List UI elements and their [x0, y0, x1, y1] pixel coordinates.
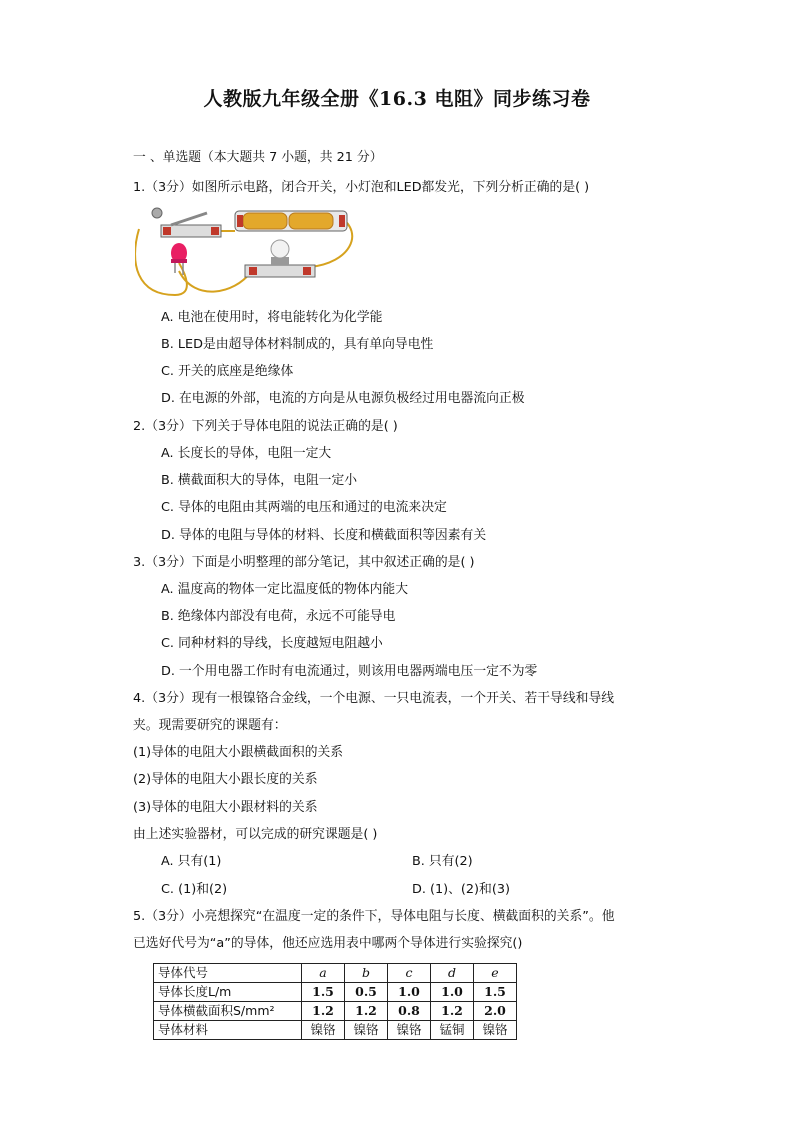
q2-option-a: A. 长度长的导体，电阻一定大: [161, 446, 332, 461]
table-cell: a: [302, 964, 345, 983]
question-2-stem: 2.（3分）下列关于导体电阻的说法正确的是( ): [133, 419, 398, 434]
q3-option-c: C. 同种材料的导线，长度越短电阻越小: [161, 636, 383, 651]
row-label-material: 导体材料: [154, 1021, 302, 1040]
table-cell: c: [388, 964, 431, 983]
switch-icon: [152, 208, 221, 237]
q3-option-b: B. 绝缘体内部没有电荷，永远不可能导电: [161, 609, 396, 624]
q2-option-c: C. 导体的电阻由其两端的电压和通过的电流来决定: [161, 500, 447, 515]
q4-option-d: D. (1)、(2)和(3): [412, 882, 510, 897]
table-row: [154, 964, 517, 983]
table-cell: 0.8: [388, 1002, 431, 1021]
q2-option-b: B. 横截面积大的导体，电阻一定小: [161, 473, 358, 488]
table-cell: 1.2: [302, 1002, 345, 1021]
q1-option-a: A. 电池在使用时，将电能转化为化学能: [161, 310, 383, 325]
question-3-stem: 3.（3分）下面是小明整理的部分笔记，其中叙述正确的是( ): [133, 555, 475, 570]
q4-item-1: (1)导体的电阻大小跟横截面积的关系: [133, 745, 344, 760]
q1-option-d: D. 在电源的外部，电流的方向是从电源负极经过用电器流向正极: [161, 391, 525, 406]
q2-option-d: D. 导体的电阻与导体的材料、长度和横截面积等因素有关: [161, 528, 487, 543]
table-cell: 镍铬: [302, 1021, 345, 1040]
q4-item-2: (2)导体的电阻大小跟长度的关系: [133, 772, 318, 787]
question-5-stem-line-2: 已选好代号为“a”的导体，他还应选用表中哪两个导体进行实验探究(): [133, 936, 523, 951]
q1-option-b: B. LED是由超导体材料制成的，具有单向导电性: [161, 337, 434, 352]
q1-option-c: C. 开关的底座是绝缘体: [161, 364, 294, 379]
q4-item-3: (3)导体的电阻大小跟材料的关系: [133, 800, 318, 815]
table-cell: 1.0: [388, 983, 431, 1002]
row-label-code: 导体代号: [154, 964, 302, 983]
q3-option-d: D. 一个用电器工作时有电流通过，则该用电器两端电压一定不为零: [161, 664, 538, 679]
table-cell: 1.5: [302, 983, 345, 1002]
table-row: [154, 1002, 517, 1021]
section-heading: 一 、单选题（本大题共 7 小题，共 21 分）: [133, 150, 383, 165]
wire: [179, 271, 250, 292]
row-label-length: 导体长度L/m: [154, 983, 302, 1002]
question-4-stem-line-1: 4.（3分）现有一根镍铬合金线，一个电源、一只电流表，一个开关、若干导线和导线: [133, 691, 615, 706]
table-cell: 1.0: [431, 983, 474, 1002]
q4-option-c: C. (1)和(2): [161, 882, 228, 897]
table-cell: 1.2: [345, 1002, 388, 1021]
table-cell: 1.2: [431, 1002, 474, 1021]
q4-prompt: 由上述实验器材，可以完成的研究课题是( ): [133, 827, 378, 842]
led-icon: [171, 243, 187, 275]
question-5-stem-line-1: 5.（3分）小亮想探究“在温度一定的条件下，导体电阻与长度、横截面积的关系”。他: [133, 909, 615, 924]
table-cell: d: [431, 964, 474, 983]
table-cell: 镍铬: [474, 1021, 517, 1040]
page-title: 人教版九年级全册《16.3 电阻》同步练习卷: [203, 88, 591, 110]
table-row: [154, 1021, 517, 1040]
circuit-diagram: [135, 203, 355, 299]
table-row: [154, 983, 517, 1002]
table-cell: 锰铜: [431, 1021, 474, 1040]
table-cell: 镍铬: [345, 1021, 388, 1040]
q3-option-a: A. 温度高的物体一定比温度低的物体内能大: [161, 582, 409, 597]
question-4-stem-line-2: 夹。现需要研究的课题有：: [133, 718, 287, 733]
bulb-icon: [245, 240, 315, 277]
conductor-table: [153, 963, 517, 1040]
table-cell: e: [474, 964, 517, 983]
q4-option-a: A. 只有(1): [161, 854, 222, 869]
table-cell: b: [345, 964, 388, 983]
q4-option-b: B. 只有(2): [412, 854, 473, 869]
row-label-area: 导体横截面积S/mm²: [154, 1002, 302, 1021]
table-cell: 0.5: [345, 983, 388, 1002]
table-cell: 镍铬: [388, 1021, 431, 1040]
battery-icon: [235, 211, 347, 231]
table-cell: 2.0: [474, 1002, 517, 1021]
question-1-stem: 1.（3分）如图所示电路，闭合开关，小灯泡和LED都发光，下列分析正确的是( ): [133, 180, 590, 195]
table-cell: 1.5: [474, 983, 517, 1002]
